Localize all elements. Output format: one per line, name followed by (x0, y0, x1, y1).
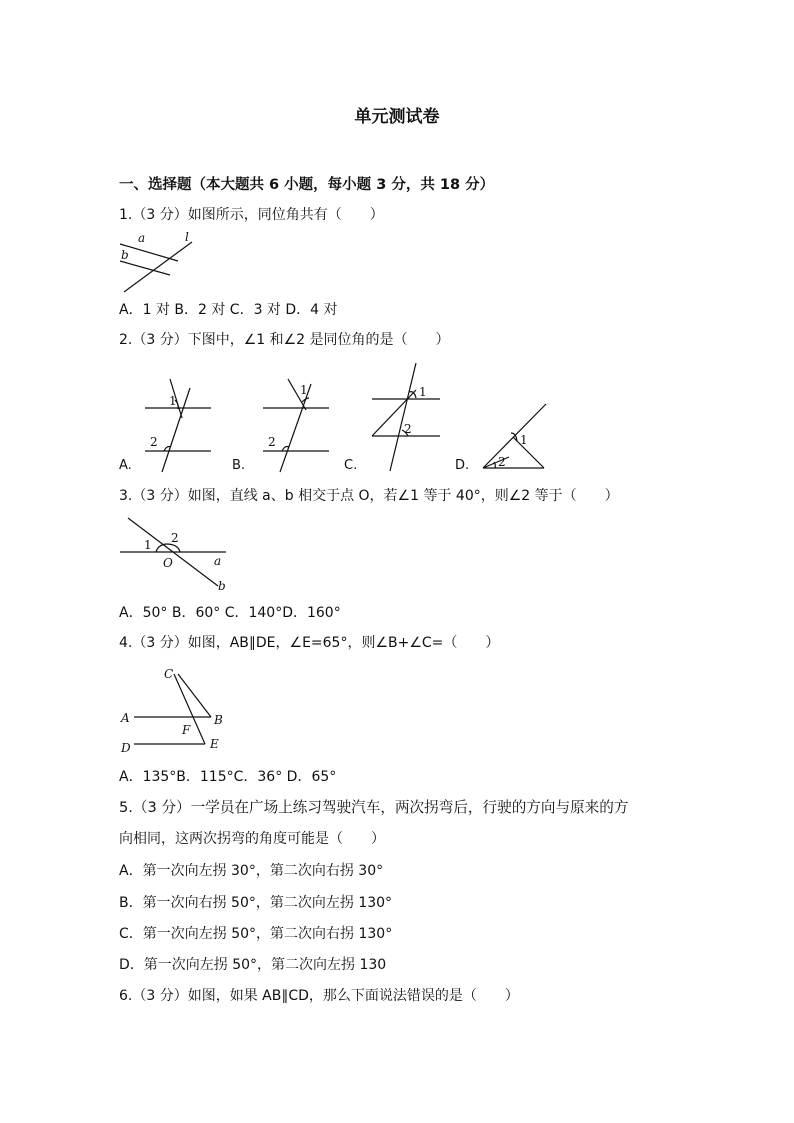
label-a: a (138, 231, 146, 245)
page-title: 单元测试卷 (354, 107, 440, 127)
angle-1-label: 1 (300, 383, 308, 397)
line-b-label: b (218, 579, 226, 593)
question-2-figure-c (364, 360, 444, 474)
angle-1-label: 1 (144, 538, 152, 552)
question-1-figure (118, 228, 198, 294)
question-5-stem-line-1: 5.（3 分）一学员在广场上练习驾驶汽车，两次拐弯后，行驶的方向与原来的方 (119, 799, 629, 816)
question-4-figure (118, 662, 233, 756)
question-6-stem: 6.（3 分）如图，如果 AB∥CD，那么下面说法错误的是（ ） (119, 988, 519, 1004)
option-d-label: D. (455, 458, 470, 473)
angle-2-label: 2 (498, 455, 506, 469)
angle-2-label: 2 (404, 422, 412, 436)
point-d-label: D (121, 741, 131, 755)
option-b-label: B. (232, 458, 246, 473)
option-c-label: C. (344, 458, 358, 473)
question-4-options: A．135°B．115°C．36° D．65° (119, 769, 337, 785)
question-2-figure-a (140, 376, 215, 474)
angle-1-label: 1 (169, 394, 177, 408)
angle-2-label: 2 (171, 531, 179, 545)
question-5-option-d: D．第一次向左拐 50°，第二次向左拐 130 (119, 957, 387, 973)
angle-1-label: 1 (419, 385, 427, 399)
question-5-option-c: C．第一次向左拐 50°，第二次向右拐 130° (119, 926, 393, 942)
question-2-figure-d (480, 400, 550, 474)
angle-2-label: 2 (268, 435, 276, 449)
point-o-label: O (163, 556, 173, 570)
question-2-stem: 2.（3 分）下图中，∠1 和∠2 是同位角的是（ ） (119, 332, 450, 348)
question-1-options: A．1 对 B．2 对 C．3 对 D．4 对 (119, 302, 338, 318)
angle-2-label: 2 (150, 435, 158, 449)
question-4-stem: 4.（3 分）如图，AB∥DE，∠E=65°，则∠B+∠C=（ ） (119, 635, 500, 651)
point-b-label: B (214, 713, 223, 727)
question-2-figure-b (258, 376, 333, 474)
angle-1-label: 1 (520, 433, 528, 447)
question-3-options: A．50° B．60° C．140°D．160° (119, 605, 341, 621)
question-5-option-a: A．第一次向左拐 30°，第二次向右拐 30° (119, 863, 384, 879)
label-b: b (121, 248, 129, 262)
line-l (124, 242, 192, 292)
line-a-label: a (214, 554, 222, 568)
option-a-label: A. (119, 458, 132, 473)
point-c-label: C (164, 667, 174, 681)
point-f-label: F (182, 723, 191, 737)
question-1-stem: 1.（3 分）如图所示，同位角共有（ ） (119, 207, 384, 223)
point-a-label: A (121, 711, 130, 725)
point-e-label: E (210, 737, 219, 751)
label-l: l (185, 230, 189, 244)
question-5-option-b: B．第一次向右拐 50°，第二次向左拐 130° (119, 895, 393, 911)
section-heading: 一、选择题（本大题共 6 小题，每小题 3 分，共 18 分） (119, 177, 495, 193)
question-3-stem: 3.（3 分）如图，直线 a、b 相交于点 O，若∠1 等于 40°，则∠2 等于（ ） (119, 488, 619, 504)
question-5-stem-line-2: 向相同，这两次拐弯的角度可能是（ ） (119, 831, 385, 847)
question-3-figure (118, 514, 233, 594)
